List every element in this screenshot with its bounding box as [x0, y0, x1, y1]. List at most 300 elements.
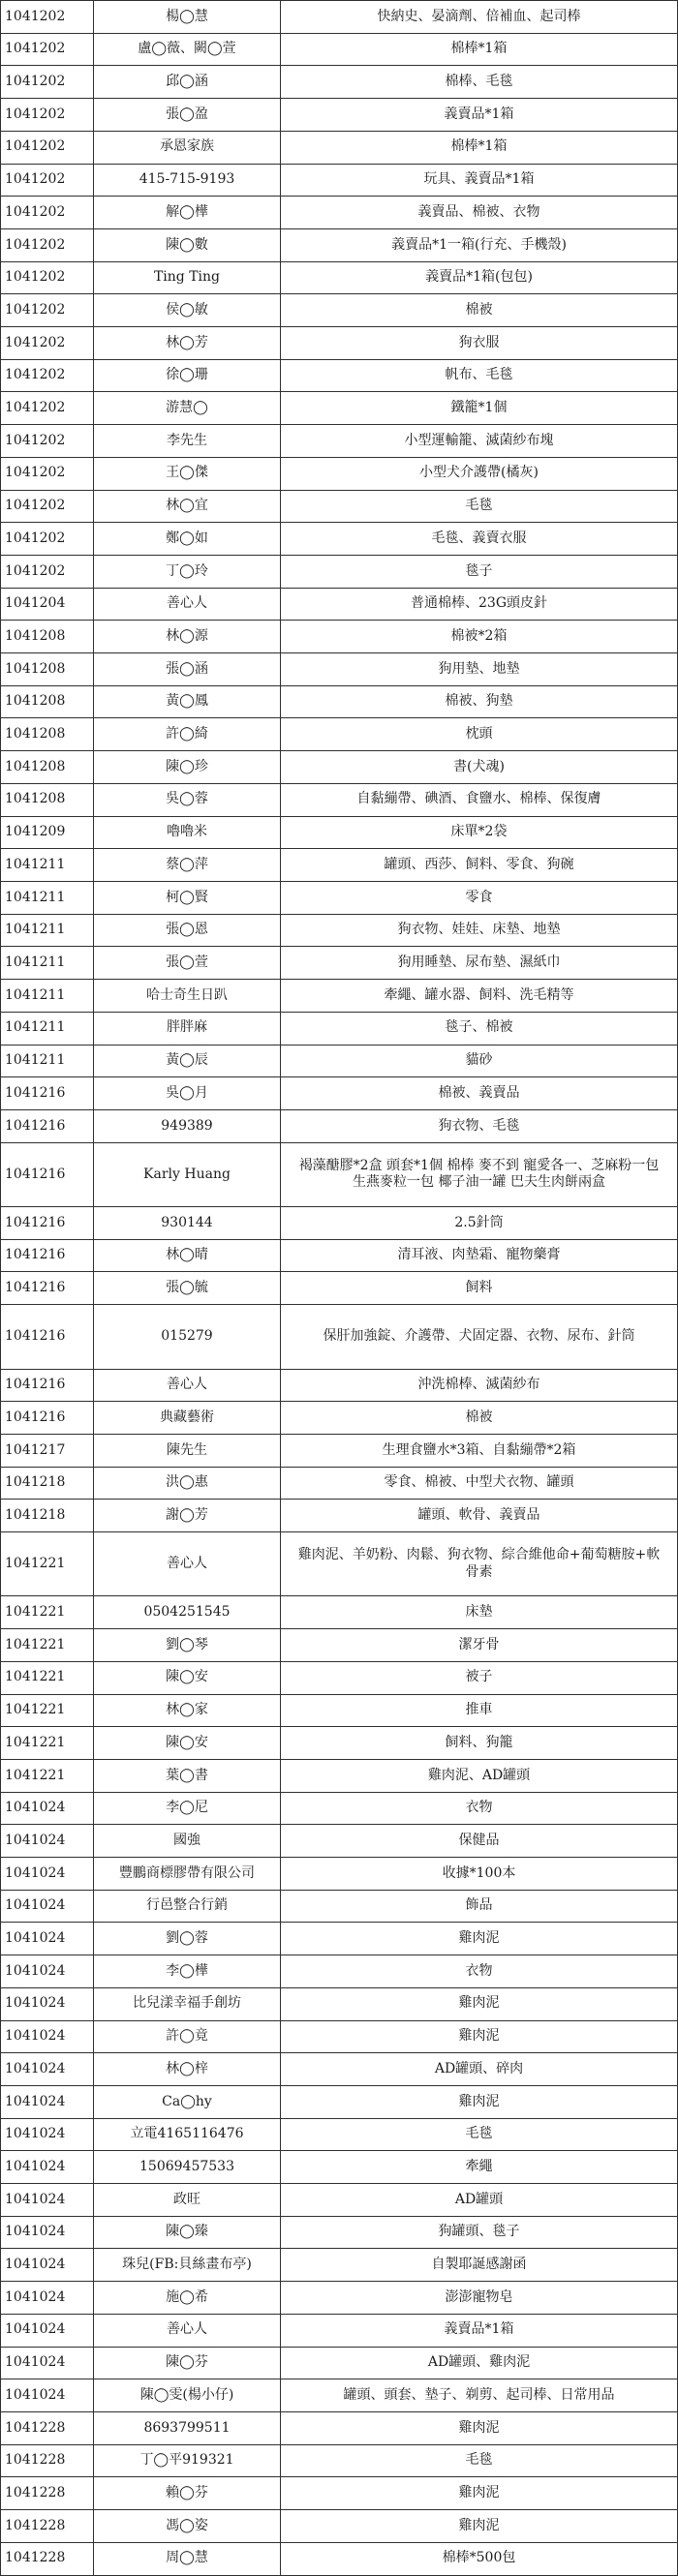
donor-name: 陳◯安 [93, 1727, 280, 1759]
donation-date: 1041216 [0, 1207, 93, 1239]
donor-name: 0504251545 [93, 1596, 280, 1628]
donated-items: 保肝加強錠、介護帶、犬固定器、衣物、尿布、針筒 [280, 1305, 678, 1368]
table-row [0, 849, 678, 882]
table-row [0, 2184, 678, 2217]
donated-items: 雞肉泥 [280, 1988, 678, 2020]
donor-name: 劉◯蓉 [93, 1923, 280, 1955]
donation-date: 1041228 [0, 2445, 93, 2477]
donated-items: 書(犬魂) [280, 751, 678, 783]
donation-date: 1041228 [0, 2412, 93, 2444]
table-row [0, 589, 678, 621]
donor-name: 鄭◯如 [93, 523, 280, 555]
donation-date: 1041202 [0, 66, 93, 98]
donor-name: 張◯涵 [93, 653, 280, 685]
donated-items: 推車 [280, 1695, 678, 1727]
donated-items: 狗衣物、毛毯 [280, 1110, 678, 1142]
donation-date: 1041024 [0, 2315, 93, 2347]
donated-items: 玩具、義賣品*1箱 [280, 165, 678, 197]
donation-date: 1041202 [0, 327, 93, 359]
table-row [0, 947, 678, 980]
table-row [0, 2217, 678, 2250]
donated-items: 潔牙骨 [280, 1629, 678, 1661]
table-row [0, 99, 678, 132]
donation-date: 1041024 [0, 1858, 93, 1890]
table-row [0, 653, 678, 686]
donation-date: 1041208 [0, 784, 93, 816]
table-row [0, 980, 678, 1013]
donated-items: 棉被、義賣品 [280, 1077, 678, 1109]
donated-items: 雞肉泥、AD罐頭 [280, 1760, 678, 1792]
donor-name: 謝◯芳 [93, 1500, 280, 1531]
donor-name: 陳◯臻 [93, 2217, 280, 2249]
donation-date: 1041221 [0, 1596, 93, 1628]
table-row [0, 718, 678, 751]
donation-date: 1041218 [0, 1468, 93, 1500]
table-row [0, 1858, 678, 1891]
donated-items: 枕頭 [280, 718, 678, 750]
donor-name: 胖胖麻 [93, 1013, 280, 1045]
donated-items: 雞肉泥 [280, 2086, 678, 2118]
donation-date: 1041228 [0, 2477, 93, 2509]
donor-name: 柯◯賢 [93, 882, 280, 914]
table-row [0, 1825, 678, 1858]
donation-date: 1041202 [0, 458, 93, 490]
donated-items: 毛毯 [280, 2119, 678, 2151]
donation-date: 1041202 [0, 294, 93, 326]
donor-name: 丁◯平919321 [93, 2445, 280, 2477]
table-row [0, 1793, 678, 1826]
table-row [0, 294, 678, 327]
table-row [0, 2021, 678, 2054]
donor-name: 馮◯姿 [93, 2510, 280, 2542]
donor-name: 善心人 [93, 589, 280, 621]
donated-items: 棉被*2箱 [280, 621, 678, 652]
donor-name: 典藏藝術 [93, 1402, 280, 1434]
donated-items: 毛毯、義賣衣服 [280, 523, 678, 555]
donated-items: 棉棒、毛毯 [280, 66, 678, 98]
donation-date: 1041024 [0, 2217, 93, 2249]
donor-name: Ca◯hy [93, 2086, 280, 2118]
table-row [0, 523, 678, 556]
donated-items: 飼料、狗籠 [280, 1727, 678, 1759]
table-row [0, 66, 678, 99]
donation-date: 1041208 [0, 653, 93, 685]
donor-name: 解◯樺 [93, 197, 280, 228]
donation-date: 1041217 [0, 1435, 93, 1467]
donated-items: 雞肉泥、羊奶粉、肉鬆、狗衣物、綜合維他命+葡萄糖胺+軟骨素 [280, 1532, 678, 1595]
table-row [0, 2053, 678, 2086]
donor-name: 盧◯薇、闕◯萱 [93, 34, 280, 66]
table-row [0, 197, 678, 229]
table-row [0, 0, 678, 34]
donor-name: 吳◯蓉 [93, 784, 280, 816]
donated-items: 澎澎寵物皂 [280, 2282, 678, 2314]
donated-items: AD罐頭、碎肉 [280, 2053, 678, 2085]
donation-date: 1041024 [0, 2348, 93, 2379]
donor-name: 陳◯芬 [93, 2348, 280, 2379]
donated-items: 狗用睡墊、尿布墊、濕紙巾 [280, 947, 678, 979]
table-row [0, 686, 678, 719]
table-row [0, 360, 678, 393]
table-row [0, 1955, 678, 1988]
donation-date: 1041228 [0, 2510, 93, 2542]
table-row [0, 817, 678, 850]
donor-name: 施◯希 [93, 2282, 280, 2314]
donor-name: 立電4165116476 [93, 2119, 280, 2151]
donation-date: 1041211 [0, 915, 93, 947]
donation-date: 1041202 [0, 491, 93, 523]
donated-items: 義賣品*1箱 [280, 99, 678, 131]
donor-name: 徐◯珊 [93, 360, 280, 392]
table-row [0, 2445, 678, 2478]
donation-date: 1041221 [0, 1662, 93, 1694]
donation-date: 1041202 [0, 392, 93, 424]
donation-date: 1041211 [0, 1046, 93, 1077]
table-row [0, 2249, 678, 2282]
table-row [0, 2477, 678, 2510]
table-row [0, 556, 678, 589]
table-row [0, 1272, 678, 1305]
donor-name: 善心人 [93, 1532, 280, 1595]
table-row [0, 1046, 678, 1078]
donation-date: 1041221 [0, 1760, 93, 1792]
table-row [0, 1727, 678, 1760]
donated-items: 褐藻醣膠*2盒 頭套*1個 棉棒 麥不到 寵愛各一、芝麻粉一包 生燕麥粒一包 椰子油一罐 巴夫生肉餅兩盒 [280, 1143, 678, 1206]
donated-items: 棉棒*1箱 [280, 132, 678, 164]
donation-date: 1041211 [0, 849, 93, 881]
table-row [0, 327, 678, 360]
donated-items: 狗衣服 [280, 327, 678, 359]
donor-name: 李◯尼 [93, 1793, 280, 1825]
donation-date: 1041202 [0, 262, 93, 294]
table-row [0, 262, 678, 295]
donated-items: 雞肉泥 [280, 2510, 678, 2542]
donor-name: 嚕嚕米 [93, 817, 280, 849]
donation-date: 1041221 [0, 1695, 93, 1727]
donation-date: 1041024 [0, 2282, 93, 2314]
donated-items: 義賣品、棉被、衣物 [280, 197, 678, 228]
donation-date: 1041221 [0, 1629, 93, 1661]
donation-date: 1041208 [0, 686, 93, 718]
table-row [0, 882, 678, 915]
table-row [0, 1370, 678, 1403]
donation-date: 1041024 [0, 1988, 93, 2020]
donation-date: 1041024 [0, 1825, 93, 1857]
donor-name: 陳先生 [93, 1435, 280, 1467]
donated-items: 小型運輸籠、滅菌紗布塊 [280, 425, 678, 457]
donor-name: 415-715-9193 [93, 165, 280, 197]
donated-items: 棉棒*1箱 [280, 34, 678, 66]
donation-date: 1041208 [0, 751, 93, 783]
table-row [0, 1435, 678, 1468]
donor-name: 張◯恩 [93, 915, 280, 947]
donated-items: 快納史、晏滴劑、倍補血、起司棒 [280, 1, 678, 33]
table-row [0, 1077, 678, 1110]
donation-date: 1041024 [0, 1793, 93, 1825]
donor-name: 賴◯芬 [93, 2477, 280, 2509]
donation-date: 1041209 [0, 817, 93, 849]
donation-date: 1041216 [0, 1272, 93, 1304]
table-row [0, 2315, 678, 2348]
donated-items: 衣物 [280, 1793, 678, 1825]
donor-name: 許◯竟 [93, 2021, 280, 2053]
donor-name: 侯◯敏 [93, 294, 280, 326]
donated-items: 棉被、狗墊 [280, 686, 678, 718]
table-row [0, 2282, 678, 2315]
donor-name: 葉◯書 [93, 1760, 280, 1792]
donation-date: 1041202 [0, 360, 93, 392]
table-row [0, 1596, 678, 1629]
donated-items: 零食、棉被、中型犬衣物、罐頭 [280, 1468, 678, 1500]
table-row [0, 1305, 678, 1369]
donor-name: Karly Huang [93, 1143, 280, 1206]
table-row [0, 425, 678, 458]
donated-items: 自製耶誕感謝函 [280, 2249, 678, 2281]
donor-name: 吳◯月 [93, 1077, 280, 1109]
table-row [0, 1662, 678, 1695]
donated-items: 飼料 [280, 1272, 678, 1304]
donation-date: 1041211 [0, 882, 93, 914]
table-row [0, 392, 678, 425]
donation-date: 1041218 [0, 1500, 93, 1531]
table-row [0, 1468, 678, 1500]
table-row [0, 2119, 678, 2152]
donation-date: 1041228 [0, 2543, 93, 2575]
table-row [0, 1923, 678, 1955]
donated-items: 收據*100本 [280, 1858, 678, 1890]
donation-date: 1041024 [0, 2379, 93, 2411]
donated-items: 狗用墊、地墊 [280, 653, 678, 685]
table-row [0, 751, 678, 784]
donated-items: 雞肉泥 [280, 1923, 678, 1955]
donor-name: Ting Ting [93, 262, 280, 294]
donation-date: 1041024 [0, 2053, 93, 2085]
donation-date: 1041216 [0, 1110, 93, 1142]
table-row [0, 1402, 678, 1435]
donor-name: 許◯綺 [93, 718, 280, 750]
donation-date: 1041024 [0, 2021, 93, 2053]
table-row [0, 621, 678, 653]
donor-name: 哈士奇生日趴 [93, 980, 280, 1012]
donor-name: 林◯芳 [93, 327, 280, 359]
donated-items: 罐頭、頭套、墊子、剃剪、起司棒、日常用品 [280, 2379, 678, 2411]
donor-name: 行邑整合行銷 [93, 1891, 280, 1923]
donation-date: 1041202 [0, 523, 93, 555]
donation-date: 1041211 [0, 947, 93, 979]
donation-date: 1041202 [0, 197, 93, 228]
donated-items: 零食 [280, 882, 678, 914]
donor-name: 陳◯雯(楊小仔) [93, 2379, 280, 2411]
donated-items: 毛毯 [280, 2445, 678, 2477]
donation-date: 1041202 [0, 165, 93, 197]
table-row [0, 2510, 678, 2543]
donated-items: 衣物 [280, 1955, 678, 1987]
donated-items: 床墊 [280, 1596, 678, 1628]
donated-items: AD罐頭、雞肉泥 [280, 2348, 678, 2379]
donation-date: 1041024 [0, 2151, 93, 2183]
table-row [0, 2543, 678, 2576]
table-row [0, 1629, 678, 1662]
table-row [0, 1532, 678, 1596]
table-row [0, 1988, 678, 2021]
donor-name: 林◯家 [93, 1695, 280, 1727]
donor-name: 張◯盈 [93, 99, 280, 131]
table-row [0, 229, 678, 262]
table-row [0, 2379, 678, 2412]
table-row [0, 1143, 678, 1207]
table-row [0, 1013, 678, 1046]
donation-date: 1041216 [0, 1240, 93, 1272]
donated-items: 鐵籠*1個 [280, 392, 678, 424]
donor-name: 張◯毓 [93, 1272, 280, 1304]
donated-items: 罐頭、西莎、飼料、零食、狗碗 [280, 849, 678, 881]
table-row [0, 2151, 678, 2184]
donated-items: 床單*2袋 [280, 817, 678, 849]
table-row [0, 2412, 678, 2445]
donated-items: 飾品 [280, 1891, 678, 1923]
table-row [0, 1207, 678, 1240]
donor-name: 15069457533 [93, 2151, 280, 2183]
donated-items: 毯子 [280, 556, 678, 588]
donor-name: 珠兒(FB:貝絲畫布亭) [93, 2249, 280, 2281]
donated-items: AD罐頭 [280, 2184, 678, 2216]
donation-date: 1041216 [0, 1143, 93, 1206]
table-row [0, 491, 678, 524]
donated-items: 毯子、棉被 [280, 1013, 678, 1045]
donor-name: 洪◯惠 [93, 1468, 280, 1500]
donor-name: 949389 [93, 1110, 280, 1142]
donated-items: 2.5針筒 [280, 1207, 678, 1239]
donated-items: 貓砂 [280, 1046, 678, 1077]
donated-items: 小型犬介護帶(橘灰) [280, 458, 678, 490]
donor-name: 黃◯辰 [93, 1046, 280, 1077]
donation-date: 1041216 [0, 1402, 93, 1434]
donated-items: 沖洗棉棒、滅菌紗布 [280, 1370, 678, 1402]
donation-date: 1041211 [0, 1013, 93, 1045]
donor-name: 8693799511 [93, 2412, 280, 2444]
table-row [0, 1240, 678, 1273]
donated-items: 牽繩 [280, 2151, 678, 2183]
donor-name: 政旺 [93, 2184, 280, 2216]
donation-date: 1041202 [0, 99, 93, 131]
donor-name: 周◯慧 [93, 2543, 280, 2575]
donor-name: 丁◯玲 [93, 556, 280, 588]
donor-name: 比兒漾幸福手創坊 [93, 1988, 280, 2020]
donated-items: 雞肉泥 [280, 2477, 678, 2509]
donor-name: 張◯萱 [93, 947, 280, 979]
donated-items: 狗罐頭、毯子 [280, 2217, 678, 2249]
donor-name: 林◯梓 [93, 2053, 280, 2085]
donated-items: 義賣品*1一箱(行充、手機殼) [280, 229, 678, 261]
table-row [0, 1110, 678, 1143]
donated-items: 罐頭、軟骨、義賣品 [280, 1500, 678, 1531]
donor-name: 930144 [93, 1207, 280, 1239]
donor-name: 陳◯數 [93, 229, 280, 261]
donor-name: 游慧◯ [93, 392, 280, 424]
donation-date: 1041202 [0, 425, 93, 457]
donation-date: 1041221 [0, 1727, 93, 1759]
donated-items: 義賣品*1箱(包包) [280, 262, 678, 294]
table-row [0, 458, 678, 491]
donated-items: 普通棉棒、23G頭皮針 [280, 589, 678, 621]
donation-date: 1041024 [0, 2184, 93, 2216]
donor-name: 林◯晴 [93, 1240, 280, 1272]
table-row [0, 1500, 678, 1532]
donor-name: 王◯傑 [93, 458, 280, 490]
donated-items: 棉棒*500包 [280, 2543, 678, 2575]
table-row [0, 132, 678, 165]
donation-date: 1041024 [0, 2086, 93, 2118]
table-row [0, 1695, 678, 1728]
donor-name: 黃◯鳳 [93, 686, 280, 718]
table-row [0, 784, 678, 817]
donation-date: 1041202 [0, 556, 93, 588]
donor-name: 楊◯慧 [93, 1, 280, 33]
donor-name: 國強 [93, 1825, 280, 1857]
donor-name: 善心人 [93, 1370, 280, 1402]
donation-date: 1041204 [0, 589, 93, 621]
donated-items: 雞肉泥 [280, 2021, 678, 2053]
donated-items: 毛毯 [280, 491, 678, 523]
donated-items: 自黏繃帶、碘酒、食鹽水、棉棒、保復膚 [280, 784, 678, 816]
donor-name: 承恩家族 [93, 132, 280, 164]
donated-items: 狗衣物、娃娃、床墊、地墊 [280, 915, 678, 947]
donation-date: 1041221 [0, 1532, 93, 1595]
donated-items: 牽繩、罐水器、飼料、洗毛精等 [280, 980, 678, 1012]
donor-name: 蔡◯萍 [93, 849, 280, 881]
donation-date: 1041202 [0, 229, 93, 261]
donation-date: 1041211 [0, 980, 93, 1012]
donation-date: 1041216 [0, 1077, 93, 1109]
donor-name: 陳◯安 [93, 1662, 280, 1694]
donated-items: 棉被 [280, 1402, 678, 1434]
donation-date: 1041202 [0, 132, 93, 164]
donor-name: 林◯宜 [93, 491, 280, 523]
donor-name: 015279 [93, 1305, 280, 1368]
donated-items: 雞肉泥 [280, 2412, 678, 2444]
table-row [0, 1760, 678, 1793]
donor-name: 善心人 [93, 2315, 280, 2347]
donation-date: 1041202 [0, 34, 93, 66]
donated-items: 生理食鹽水*3箱、自黏繃帶*2箱 [280, 1435, 678, 1467]
donated-items: 義賣品*1箱 [280, 2315, 678, 2347]
donated-items: 保健品 [280, 1825, 678, 1857]
donation-date: 1041024 [0, 2249, 93, 2281]
donor-name: 李先生 [93, 425, 280, 457]
donation-date: 1041208 [0, 718, 93, 750]
donor-name: 陳◯珍 [93, 751, 280, 783]
donor-name: 邱◯涵 [93, 66, 280, 98]
table-row [0, 2348, 678, 2380]
donor-name: 豐鵬商標膠帶有限公司 [93, 1858, 280, 1890]
donated-items: 清耳液、肉墊霜、寵物藥膏 [280, 1240, 678, 1272]
table-row [0, 1891, 678, 1924]
donated-items: 棉被 [280, 294, 678, 326]
table-row [0, 34, 678, 67]
donation-date: 1041202 [0, 1, 93, 33]
donation-date: 1041216 [0, 1305, 93, 1368]
donor-name: 李◯樺 [93, 1955, 280, 1987]
donation-date: 1041024 [0, 1891, 93, 1923]
donor-name: 林◯源 [93, 621, 280, 652]
donation-date: 1041216 [0, 1370, 93, 1402]
table-row [0, 2086, 678, 2119]
donated-items: 帆布、毛毯 [280, 360, 678, 392]
table-row [0, 915, 678, 948]
donated-items: 被子 [280, 1662, 678, 1694]
donation-date: 1041024 [0, 1955, 93, 1987]
donation-date: 1041208 [0, 621, 93, 652]
